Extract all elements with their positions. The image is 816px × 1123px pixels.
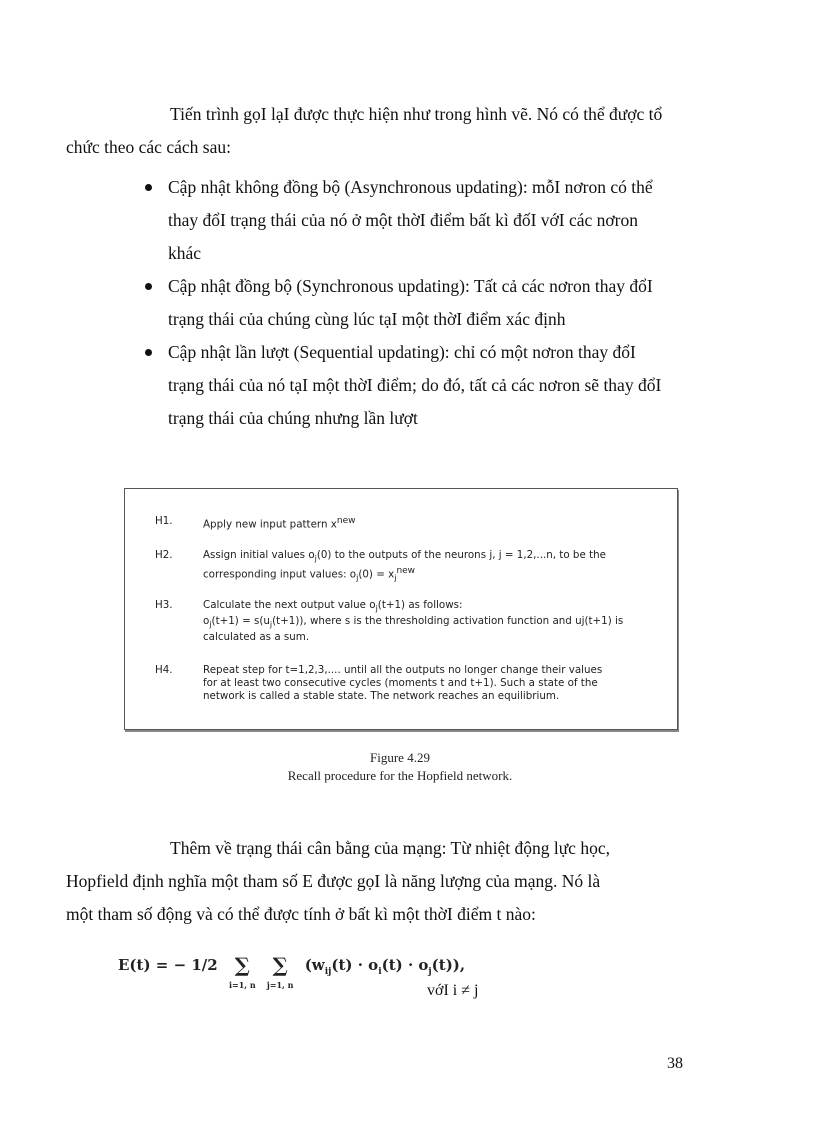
bullet-icon bbox=[145, 349, 152, 356]
figure-caption-title: Figure 4.29 bbox=[370, 750, 430, 765]
intro-line-2: chức theo các cách sau: bbox=[66, 137, 231, 157]
bullet-icon bbox=[145, 283, 152, 290]
step-number: H1. bbox=[155, 515, 173, 527]
list-item-line: Cập nhật lần lượt (Sequential updating): chỉ có một nơron thay đổI bbox=[168, 342, 636, 362]
step-text: Assign initial values $o_j(0)$ to the outputs of the neurons j, j = 1,2,...n, to be the corresponding input values: $o_j(0) = x_j^{new}$ bbox=[203, 549, 606, 583]
step-number: H4. bbox=[155, 664, 173, 676]
intro-line-1: Tiến trình gọI lạI được thực hiện như trong hình vẽ. Nó có thể được tổ bbox=[170, 104, 663, 124]
list-item-line: khác bbox=[168, 243, 202, 263]
step-number: H3. bbox=[155, 599, 173, 611]
list-item-line: thay đổI trạng thái của nó ở một thờI điểm bất kì đốI vớI các nơron bbox=[168, 210, 639, 230]
list-item-line: trạng thái của chúng cùng lúc tạI một thờI điểm xác định bbox=[168, 309, 566, 329]
formula-condition: vớI i ≠ j bbox=[427, 982, 479, 999]
list-item bbox=[118, 171, 698, 270]
intro-paragraph bbox=[66, 98, 698, 164]
update-modes-list bbox=[118, 171, 698, 435]
list-item-line: Cập nhật đồng bộ (Synchronous updating): Tất cả các nơron thay đổI bbox=[168, 276, 653, 296]
step-text: Apply new input pattern $x^{new}$ bbox=[203, 516, 356, 531]
paragraph-line: một tham số động và có thể được tính ở bất kì một thờI điểm t nào: bbox=[66, 904, 536, 924]
bullet-icon bbox=[145, 184, 152, 191]
page-number: 38 bbox=[667, 1055, 683, 1072]
step-text: Repeat step for t=1,2,3,.... until all the outputs no longer change their values for at least two consecutive cycles (moments t and t+1). Such a state of the network is called a stable state. The network reaches an equilibrium. bbox=[203, 664, 603, 702]
step-number: H2. bbox=[155, 549, 173, 561]
energy-formula: E(t) = − 1/2 ∑ i=1, n ∑ j=1, n $(w_{ij}(t) \cdot o_i(t) \cdot o_j(t))$, bbox=[118, 953, 466, 990]
energy-paragraph bbox=[66, 832, 698, 931]
figure-recall-procedure bbox=[124, 488, 678, 730]
sum-symbol: ∑ bbox=[234, 953, 250, 977]
sum-symbol: ∑ bbox=[272, 953, 288, 977]
paragraph-line: Thêm về trạng thái cân bằng của mạng: Từ nhiệt động lực học, bbox=[170, 838, 610, 858]
list-item bbox=[118, 270, 698, 336]
list-item bbox=[118, 336, 698, 435]
list-item-line: trạng thái của chúng nhưng lần lượt bbox=[168, 408, 418, 428]
paragraph-line: Hopfield định nghĩa một tham số E được gọI là năng lượng của mạng. Nó là bbox=[66, 871, 601, 891]
step-text: Calculate the next output value $o_j(t+1)$ as follows: $o_j(t+1) = s(u_j(t+1))$, where s is the thresholding activation function and uj(t+1) is calculated as a sum. bbox=[203, 599, 624, 644]
list-item-line: trạng thái của nó tạI một thờI điểm; do đó, tất cả các nơron sẽ thay đổI bbox=[168, 375, 662, 395]
list-item-line: Cập nhật không đồng bộ (Asynchronous updating): mỗI nơron có thể bbox=[168, 177, 653, 197]
figure-caption-text: Recall procedure for the Hopfield network. bbox=[287, 768, 513, 783]
